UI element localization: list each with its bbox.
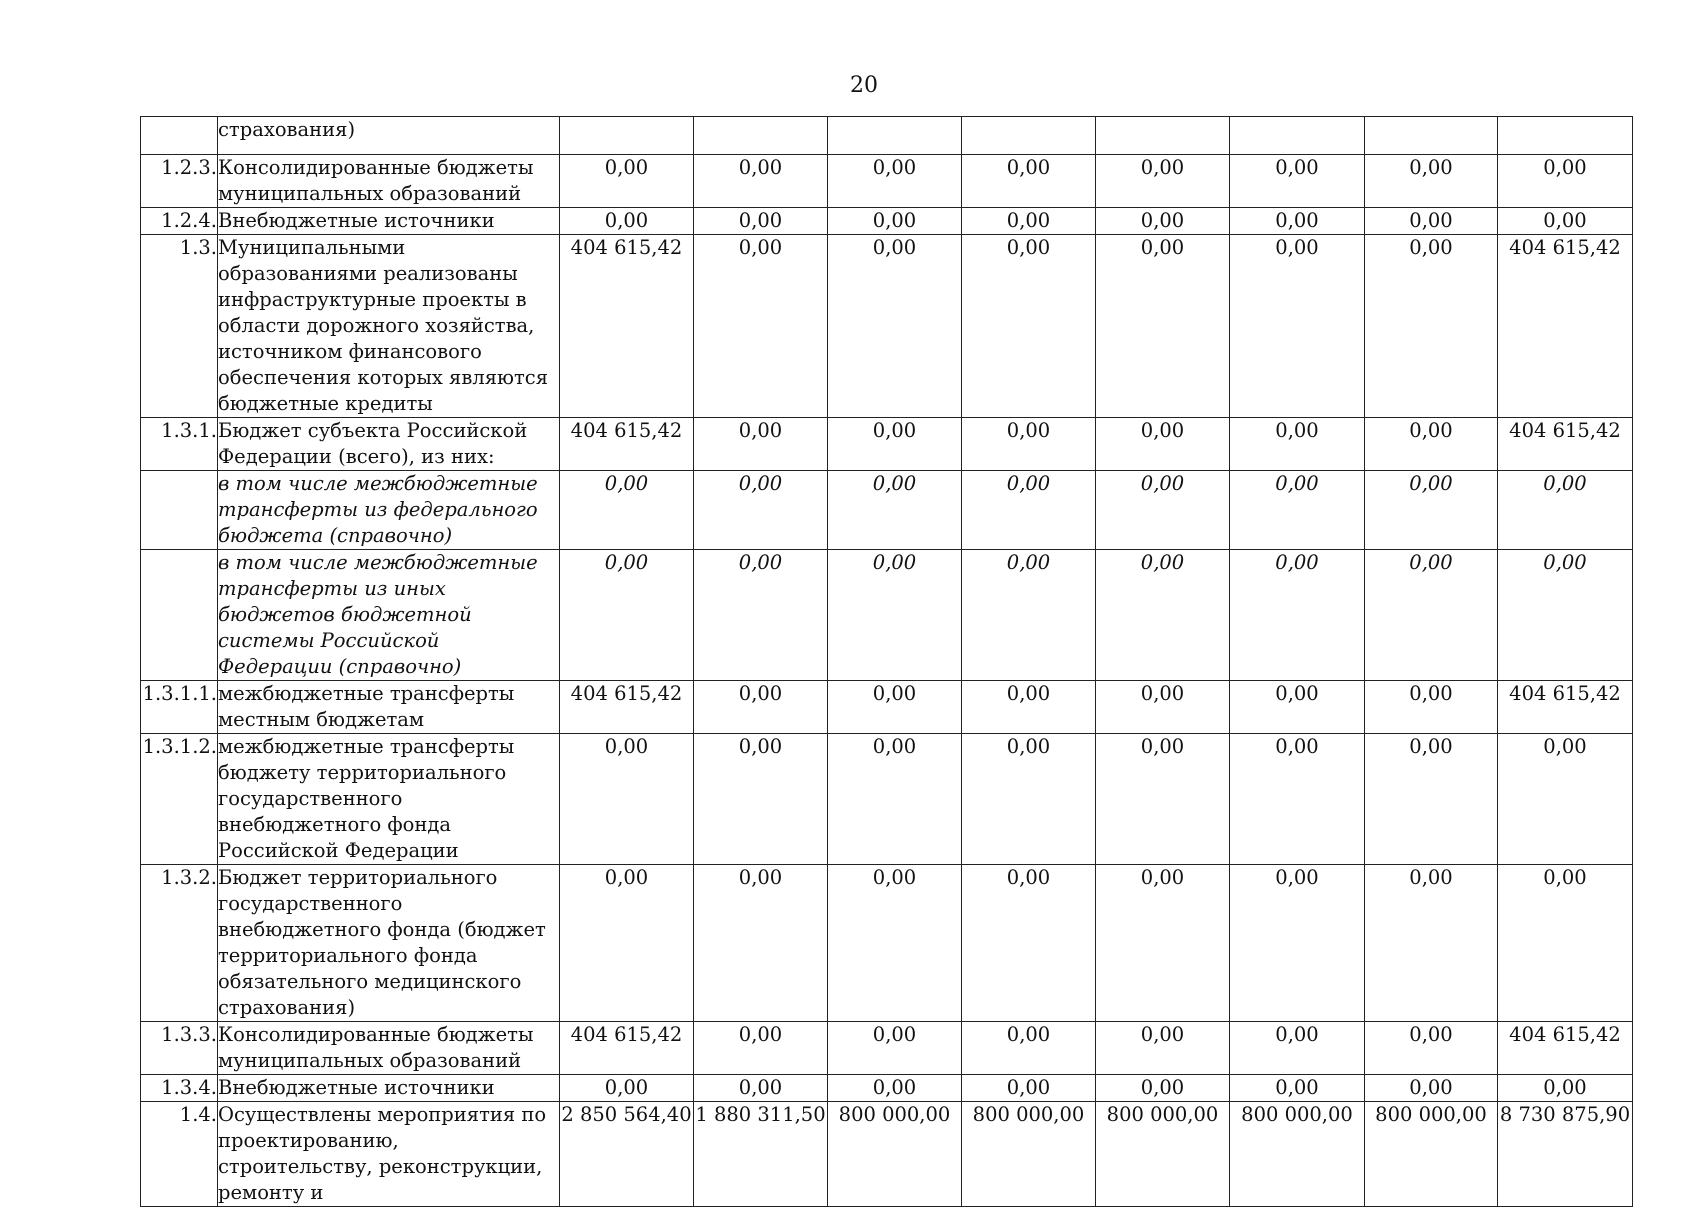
value-cell: 0,00 — [828, 734, 962, 865]
value-cell: 0,00 — [1096, 235, 1230, 418]
value-cell: 0,00 — [962, 235, 1096, 418]
value-cell — [1365, 117, 1498, 155]
value-cell: 404 615,42 — [1498, 418, 1633, 471]
value-cell: 0,00 — [1096, 681, 1230, 734]
value-cell: 0,00 — [694, 235, 828, 418]
value-cell: 404 615,42 — [560, 1022, 694, 1075]
value-cell — [1230, 117, 1365, 155]
row-number: 1.3.1. — [141, 418, 218, 471]
table-row — [141, 734, 1633, 865]
value-cell: 0,00 — [1230, 155, 1365, 208]
value-cell: 0,00 — [1230, 1022, 1365, 1075]
value-cell: 0,00 — [694, 208, 828, 235]
table-row — [141, 681, 1633, 734]
value-cell: 0,00 — [560, 155, 694, 208]
value-cell: 0,00 — [1498, 1075, 1633, 1102]
table-row — [141, 1075, 1633, 1102]
value-cell: 0,00 — [560, 208, 694, 235]
value-cell: 404 615,42 — [560, 418, 694, 471]
row-name: Внебюджетные источники — [218, 208, 560, 235]
value-cell: 0,00 — [694, 1075, 828, 1102]
row-name: Консолидированные бюджеты муниципальных образований — [218, 1022, 560, 1075]
value-cell: 0,00 — [1365, 418, 1498, 471]
value-cell: 0,00 — [560, 471, 694, 550]
row-name: Бюджет территориального государственного внебюджетного фонда (бюджет территориального фонда обязательного медицинского страхования) — [218, 865, 560, 1022]
value-cell: 0,00 — [962, 734, 1096, 865]
value-cell: 0,00 — [962, 681, 1096, 734]
value-cell: 1 880 311,50 — [694, 1102, 828, 1207]
value-cell: 0,00 — [1096, 1075, 1230, 1102]
row-name: межбюджетные трансферты местным бюджетам — [218, 681, 560, 734]
value-cell: 0,00 — [962, 418, 1096, 471]
value-cell: 0,00 — [1498, 550, 1633, 681]
value-cell: 0,00 — [962, 208, 1096, 235]
value-cell — [694, 117, 828, 155]
value-cell — [1498, 117, 1633, 155]
value-cell: 0,00 — [828, 235, 962, 418]
value-cell: 0,00 — [1096, 155, 1230, 208]
value-cell: 0,00 — [828, 471, 962, 550]
value-cell: 0,00 — [1096, 550, 1230, 681]
table-row — [141, 865, 1633, 1022]
value-cell: 0,00 — [1096, 418, 1230, 471]
row-name: в том числе межбюджетные трансферты из иных бюджетов бюджетной системы Российской Федерации (справочно) — [218, 550, 560, 681]
value-cell: 0,00 — [962, 550, 1096, 681]
table-row — [141, 235, 1633, 418]
value-cell: 0,00 — [1230, 1075, 1365, 1102]
value-cell — [1096, 117, 1230, 155]
table-body — [141, 117, 1633, 1207]
value-cell: 0,00 — [828, 1075, 962, 1102]
value-cell: 0,00 — [1498, 208, 1633, 235]
value-cell: 0,00 — [828, 208, 962, 235]
row-number: 1.3.2. — [141, 865, 218, 1022]
value-cell: 0,00 — [560, 734, 694, 865]
row-number: 1.3.4. — [141, 1075, 218, 1102]
value-cell: 0,00 — [828, 1022, 962, 1075]
table-row — [141, 117, 1633, 155]
row-name: Внебюджетные источники — [218, 1075, 560, 1102]
value-cell: 0,00 — [1230, 681, 1365, 734]
value-cell: 404 615,42 — [560, 235, 694, 418]
value-cell: 0,00 — [1365, 208, 1498, 235]
budget-table — [140, 116, 1633, 1207]
value-cell: 0,00 — [1365, 235, 1498, 418]
row-number: 1.4. — [141, 1102, 218, 1207]
value-cell: 0,00 — [1365, 550, 1498, 681]
value-cell: 0,00 — [1498, 155, 1633, 208]
value-cell: 0,00 — [1365, 1022, 1498, 1075]
value-cell: 0,00 — [1096, 471, 1230, 550]
value-cell: 0,00 — [694, 550, 828, 681]
value-cell — [962, 117, 1096, 155]
table-row — [141, 550, 1633, 681]
row-number — [141, 550, 218, 681]
value-cell: 0,00 — [962, 865, 1096, 1022]
row-name: страхования) — [218, 117, 560, 155]
row-number — [141, 117, 218, 155]
value-cell: 2 850 564,40 — [560, 1102, 694, 1207]
value-cell: 0,00 — [962, 471, 1096, 550]
value-cell: 0,00 — [694, 471, 828, 550]
value-cell: 0,00 — [560, 865, 694, 1022]
row-name: межбюджетные трансферты бюджету территориального государственного внебюджетного фонда Российской Федерации — [218, 734, 560, 865]
row-number: 1.3.1.2. — [141, 734, 218, 865]
value-cell: 0,00 — [1096, 865, 1230, 1022]
row-number: 1.3. — [141, 235, 218, 418]
value-cell: 0,00 — [1230, 865, 1365, 1022]
value-cell: 404 615,42 — [1498, 235, 1633, 418]
value-cell: 0,00 — [560, 1075, 694, 1102]
table-row — [141, 155, 1633, 208]
value-cell: 0,00 — [1498, 471, 1633, 550]
value-cell: 0,00 — [1498, 734, 1633, 865]
value-cell: 0,00 — [1365, 471, 1498, 550]
value-cell: 0,00 — [1365, 681, 1498, 734]
value-cell: 0,00 — [1230, 471, 1365, 550]
value-cell — [828, 117, 962, 155]
value-cell: 404 615,42 — [1498, 681, 1633, 734]
value-cell: 0,00 — [1365, 155, 1498, 208]
value-cell: 0,00 — [1096, 208, 1230, 235]
value-cell: 0,00 — [1230, 235, 1365, 418]
table-row — [141, 1102, 1633, 1207]
value-cell: 800 000,00 — [828, 1102, 962, 1207]
value-cell: 0,00 — [694, 734, 828, 865]
row-name: Муниципальными образованиями реализованы инфраструктурные проекты в области дорожного хозяйства, источником финансового обеспечения которых являются бюджетные кредиты — [218, 235, 560, 418]
value-cell: 0,00 — [1230, 208, 1365, 235]
value-cell: 0,00 — [1230, 734, 1365, 865]
value-cell: 0,00 — [1365, 734, 1498, 865]
row-name: Консолидированные бюджеты муниципальных образований — [218, 155, 560, 208]
value-cell: 0,00 — [694, 865, 828, 1022]
table-row — [141, 208, 1633, 235]
value-cell: 0,00 — [694, 418, 828, 471]
value-cell: 404 615,42 — [1498, 1022, 1633, 1075]
row-number: 1.2.4. — [141, 208, 218, 235]
value-cell: 800 000,00 — [1096, 1102, 1230, 1207]
value-cell: 800 000,00 — [1365, 1102, 1498, 1207]
row-name: в том числе межбюджетные трансферты из федерального бюджета (справочно) — [218, 471, 560, 550]
value-cell: 0,00 — [962, 155, 1096, 208]
row-name: Осуществлены мероприятия по проектированию, строительству, реконструкции, ремонту и — [218, 1102, 560, 1207]
value-cell: 0,00 — [694, 681, 828, 734]
value-cell: 0,00 — [1498, 865, 1633, 1022]
row-number: 1.3.1.1. — [141, 681, 218, 734]
value-cell: 0,00 — [1365, 865, 1498, 1022]
value-cell: 0,00 — [694, 155, 828, 208]
value-cell: 0,00 — [828, 155, 962, 208]
value-cell: 0,00 — [694, 1022, 828, 1075]
value-cell: 0,00 — [962, 1075, 1096, 1102]
value-cell: 0,00 — [962, 1022, 1096, 1075]
value-cell: 0,00 — [1365, 1075, 1498, 1102]
value-cell: 800 000,00 — [962, 1102, 1096, 1207]
row-number: 1.2.3. — [141, 155, 218, 208]
value-cell: 800 000,00 — [1230, 1102, 1365, 1207]
value-cell: 0,00 — [828, 681, 962, 734]
row-number — [141, 471, 218, 550]
value-cell: 0,00 — [828, 550, 962, 681]
value-cell: 0,00 — [1230, 550, 1365, 681]
table-row — [141, 1022, 1633, 1075]
value-cell: 0,00 — [828, 865, 962, 1022]
value-cell: 8 730 875,90 — [1498, 1102, 1633, 1207]
table-row — [141, 418, 1633, 471]
row-name: Бюджет субъекта Российской Федерации (всего), из них: — [218, 418, 560, 471]
value-cell: 404 615,42 — [560, 681, 694, 734]
table-row — [141, 471, 1633, 550]
value-cell: 0,00 — [1096, 1022, 1230, 1075]
value-cell: 0,00 — [1230, 418, 1365, 471]
page-number: 20 — [850, 73, 878, 98]
value-cell: 0,00 — [1096, 734, 1230, 865]
value-cell — [560, 117, 694, 155]
value-cell: 0,00 — [560, 550, 694, 681]
row-number: 1.3.3. — [141, 1022, 218, 1075]
value-cell: 0,00 — [828, 418, 962, 471]
